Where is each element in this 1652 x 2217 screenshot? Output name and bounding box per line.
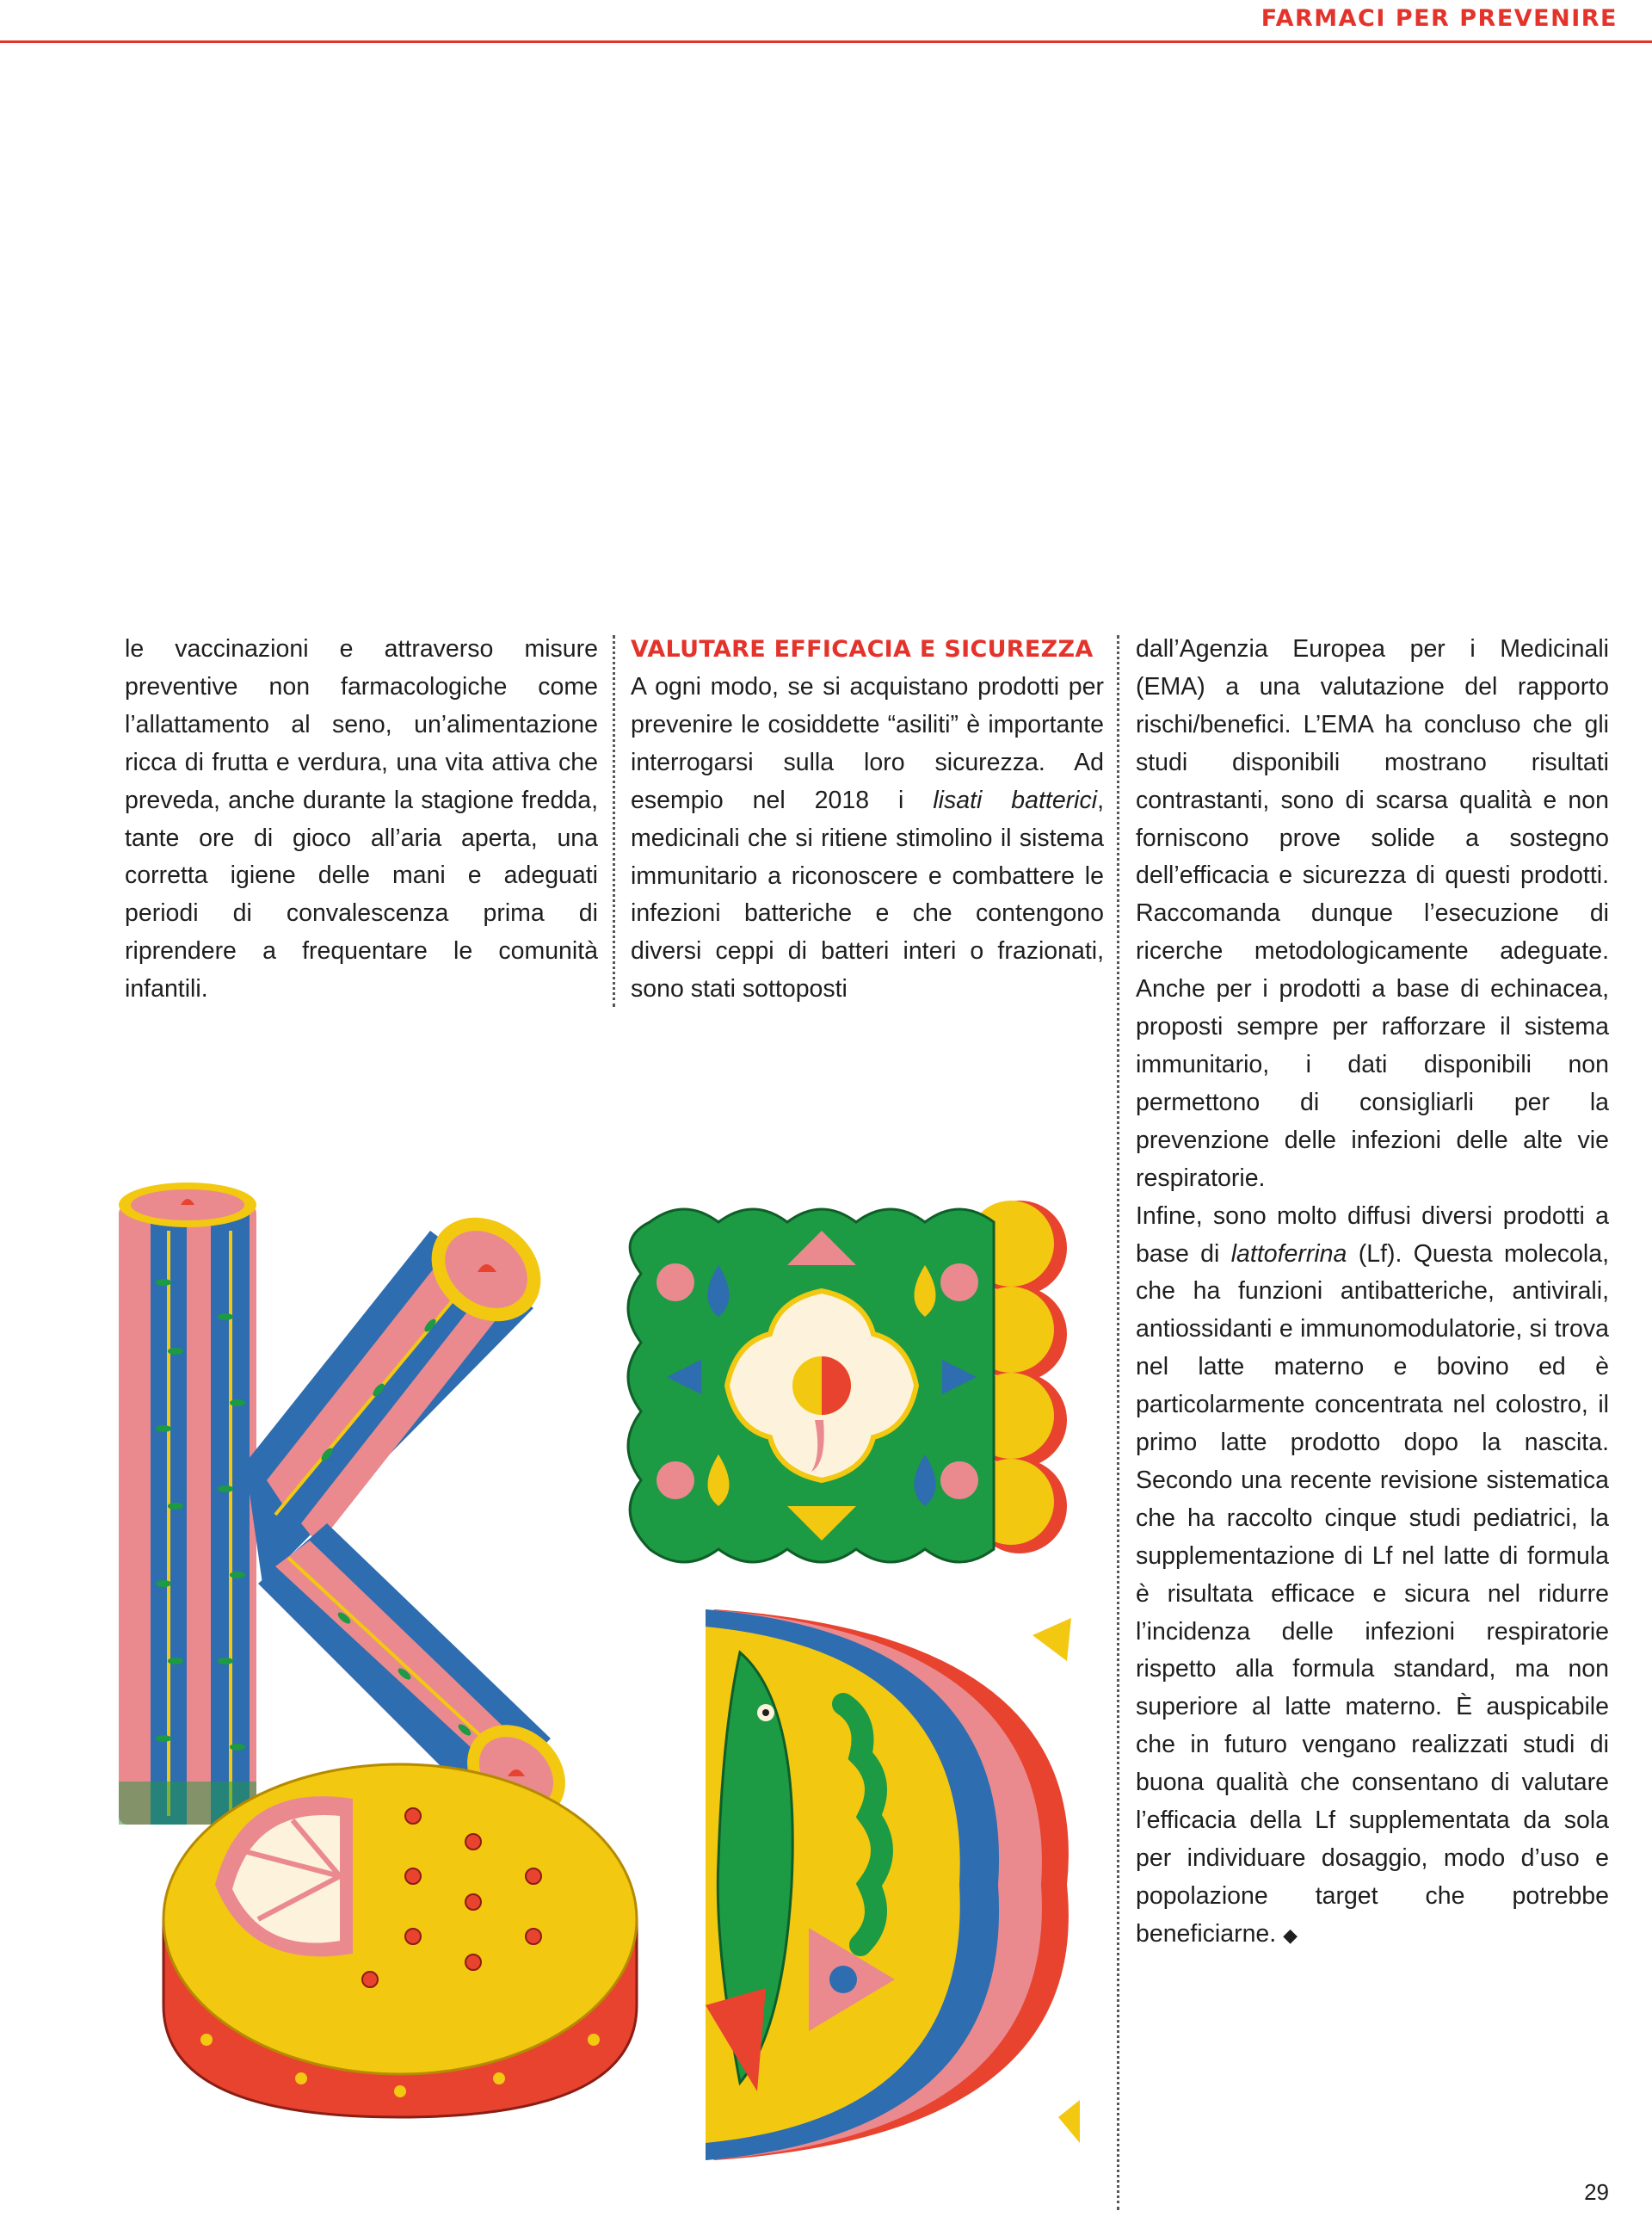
letter-k-illustration bbox=[103, 1179, 585, 1842]
column-1 bbox=[125, 631, 598, 1009]
letter-o-illustration bbox=[155, 1747, 645, 2126]
letter-d-illustration bbox=[688, 1601, 1084, 2169]
decorative-tile-illustration bbox=[615, 1196, 1080, 1575]
k-stem bbox=[119, 1183, 256, 1825]
italic-term-lisati: lisati batterici bbox=[933, 786, 1098, 814]
column-2 bbox=[631, 631, 1104, 1009]
page-number: 29 bbox=[1584, 2179, 1609, 2205]
section-heading: VALUTARE EFFICACIA E SICUREZZA bbox=[631, 636, 1094, 663]
column-1-text: le vaccinazioni e attraverso misure preventive non farmacologiche come l’allattamento al seno, un’alimentazione ricca di frutta e verdura, una vita attiva che preveda, anche durante la stagione fredda, tante ore di gioco all’aria aperta, una corretta igiene delle mani e adeguati periodi di convalescenza prima di riprendere a frequentare le comunità infantili. bbox=[125, 635, 598, 1004]
header-rule bbox=[0, 40, 1652, 43]
column-3-paragraph-1: dall’Agenzia Europea per i Medicinali (EMA) a una valutazione del rapporto rischi/benefici. L’EMA ha concluso che gli studi disponibili mostrano risultati contrastanti, sono di scarsa qualità e non forniscono prove solide a sostegno dell’efficacia e sicurezza di questi prodotti. Raccomanda dunque l’esecuzione di ricerche metodologicamente adeguate. Anche per i prodotti a base di echinacea, proposti sempre per rafforzare il sistema immunitario, i dati disponibili non permettono di consigliarli per la prevenzione delle infezioni delle alte vie respiratorie. bbox=[1136, 635, 1609, 1192]
column-3 bbox=[1136, 631, 1609, 1955]
italic-term-lattoferrina: lattoferrina bbox=[1230, 1239, 1347, 1268]
running-head: FARMACI PER PREVENIRE bbox=[1261, 5, 1618, 32]
column-divider-1 bbox=[613, 635, 615, 1007]
column-2-text: A ogni modo, se si acquistano prodotti per prevenire le cosiddette “asiliti” è importante interrogarsi sulla loro sicurezza. Ad esempio nel 2018 i lisati batterici, medicinali che si ritiene stimolino il sistema immunitario a riconoscere e combattere le infezioni batteriche e che contengono diversi ceppi di batteri interi o frazionati, sono stati sottoposti bbox=[631, 673, 1104, 1004]
drum-top bbox=[163, 1764, 637, 2074]
k-upper-arm bbox=[245, 1196, 561, 1584]
column-3-paragraph-2: Infine, sono molto diffusi diversi prodotti a base di lattoferrina (Lf). Questa molecola, che ha funzioni antibatteriche, antivirali, antiossidanti e immunomodulatorie, si trova nel latte materno e bovino ed è particolarmente concentrata nel colostro, il primo latte prodotto dopo la nascita. Secondo una recente revisione sistematica che ha raccolto cinque studi pediatrici, la supplementazione di Lf nel latte di formula è risultata efficace e sicura nel ridurre l’incidenza delle infezioni respiratorie rispetto alla formula standard, ma non superiore al latte materno. È auspicabile che in futuro vengano realizzati studi di buona qualità che consentano di valutare l’efficacia della Lf supplementata da sola per individuare dosaggio, modo d’uso e popolazione target che potrebbe beneficiarne. ◆ bbox=[1136, 1201, 1609, 1948]
column-divider-2 bbox=[1117, 635, 1119, 2210]
end-mark: ◆ bbox=[1283, 1924, 1298, 1946]
